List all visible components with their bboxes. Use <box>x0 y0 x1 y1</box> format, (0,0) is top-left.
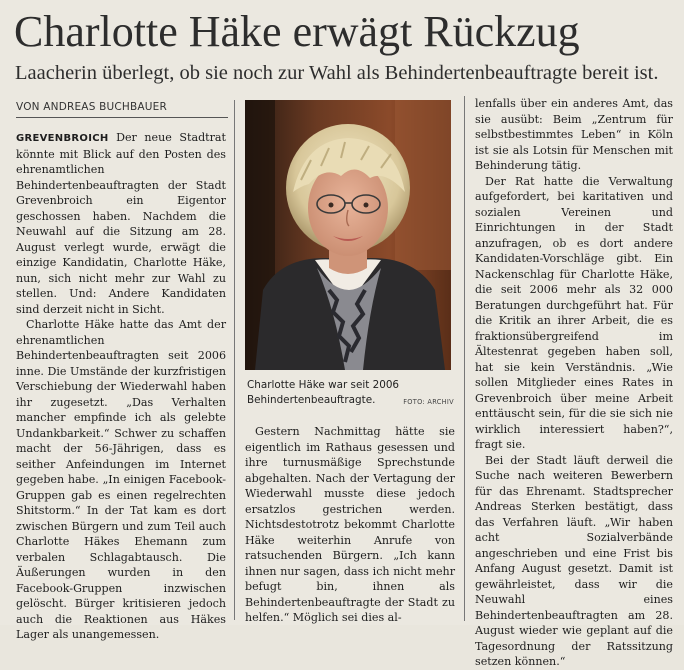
photo-credit: FOTO: ARCHIV <box>403 398 454 406</box>
paragraph-text: Der neue Stadtrat könnte mit Blick auf den Posten des ehrenamtlichen Behindertenbeauftragten der Stadt Grevenbroich ein Eigentor geschossen haben. Nachdem die Neuwahl auf die Sitzung am 28. August verlegt wurde, erwägt die einzige Kandidatin, Charlotte Häke, nun, sich nicht mehr zur Wahl zu stellen. Und: Andere Kandidaten sind derzeit nicht in Sicht. <box>16 131 226 316</box>
paragraph: Der Rat hatte die Verwaltung aufgefordert, bei karitativen und sozialen Vereinen und Einrichtungen in der Stadt anzufragen, ob es dort andere Kandidaten-Vorschläge gibt. Ein Nackenschlag für Charlotte Häke, die seit 2006 mehr als 32 000 Beratungen durchgeführt hat. Für die Kritik an ihrer Arbeit, die es fraktionsübergreifend im Ältestenrat gegeben haben soll, hat sie kein Verständnis. „Wie sollen Mitglieder eines Rates in Grevenbroich über meine Arbeit enttäuscht sein, für die sie sich nie wirklich interessiert haben?“, fragt sie. <box>475 174 673 451</box>
column-divider <box>464 96 465 621</box>
article-column-1 <box>16 130 226 643</box>
dateline: GREVENBROICH <box>16 133 109 144</box>
paragraph <box>16 130 226 317</box>
paragraph: Bei der Stadt läuft derweil die Suche nach weiteren Bewerbern für das Ehrenamt. Stadtsprecher Andreas Sterken bestätigt, dass das Verfahren läuft. „Wir haben acht Sozialverbände angeschrieben und eine Frist bis Anfang August gesetzt. Damit ist gewährleistet, dass wir die Neuwahl eines Behindertenbeauftragten am 28. August wieder wie geplant auf die Tagesordnung der Ratssitzung setzen können.“ <box>475 453 673 668</box>
paragraph: Charlotte Häke hatte das Amt der ehrenamtlichen Behindertenbeauftragten seit 2006 inne. Die Umstände der kurzfristigen Verschiebung der Wiederwahl haben ihr zugesetzt. „Das Verhalten mancher empfinde ich als gelebte Undankbarkeit.“ Schwer zu schaffen macht der 56-Jährigen, dass es seither Anfeindungen im Internet gegeben habe. „In einigen Facebook-Gruppen gab es einen regelrechten Shitstorm.“ In der Tat kam es dort zwischen Bürgern und zum Teil auch Charlotte Häkes Ehemann zum verbalen Schlagabtausch. Die Äußerungen wurden in den Facebook-Gruppen inzwischen gelöscht. Bürger kritisieren jedoch auch die Reaktionen aus Häkes Lager als unangemessen. <box>16 318 226 641</box>
portrait-photo <box>245 100 451 370</box>
article-column-2 <box>245 424 455 626</box>
paragraph: lenfalls über ein anderes Amt, das sie ausübt: Beim „Zentrum für selbstbestimmtes Leben“ in Köln ist sie als Lotsin für Menschen mit Behinderung tätig. <box>475 97 673 172</box>
column-divider <box>234 100 235 620</box>
article-column-3 <box>475 96 673 670</box>
photo-caption: Charlotte Häke war seit 2006 Behindertenbeauftragte. <box>247 379 400 406</box>
headline: Charlotte Häke erwägt Rückzug <box>14 7 580 56</box>
subheadline: Laacherin überlegt, ob sie noch zur Wahl als Behindertenbeauftragte bereit ist. <box>15 62 659 84</box>
byline: VON ANDREAS BUCHBAUER <box>16 100 228 118</box>
paragraph: Gestern Nachmittag hätte sie eigentlich im Rathaus gesessen und ihre turnusmäßige Sprechstunde abgehalten. Nach der Vertagung der Wiederwahl musste diese jedoch ersatzlos gestrichen werden. Nichtsdestotrotz bekommt Charlotte Häke weiterhin Anrufe von ratsuchenden Bürgern. „Ich kann ihnen nur sagen, dass ich nicht mehr befugt bin, ihnen als Behindertenbeauftragte der Stadt zu helfen.“ Möglich sei dies al- <box>245 425 455 624</box>
